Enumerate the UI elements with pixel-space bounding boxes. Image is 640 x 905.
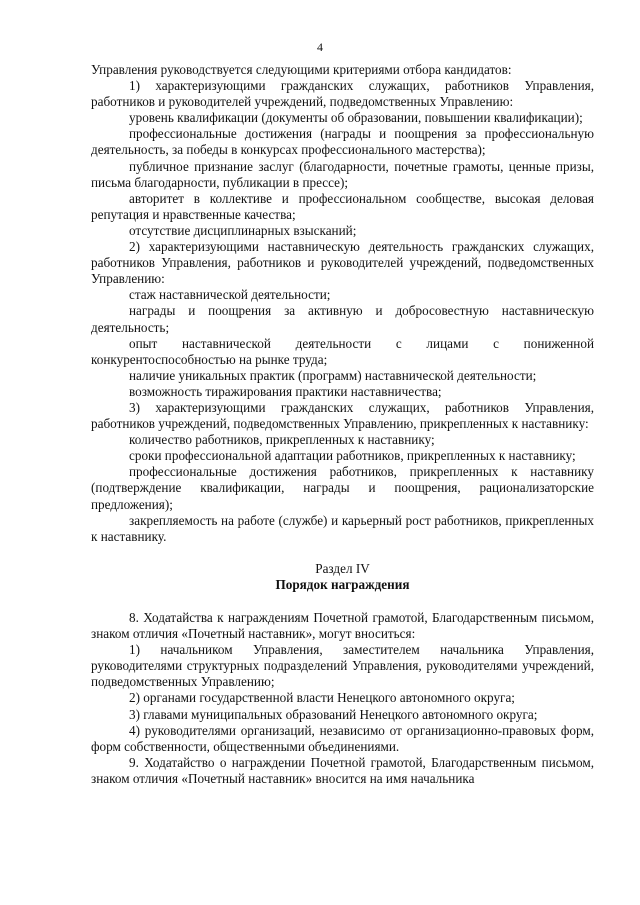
paragraph: профессиональные достижения работников, прикрепленных к наставнику (подтверждение квалификации, награды и поощрения, рационализаторские предложения);	[91, 464, 594, 512]
paragraph-intro: Управления руководствуется следующими критериями отбора кандидатов:	[91, 62, 512, 77]
paragraph: опыт наставнической деятельности с лицами с пониженной конкурентоспособностью на рынке труда;	[91, 335, 594, 367]
paragraph: 2) характеризующими наставническую деятельность гражданских служащих, работников Управления, работников и руководителей учреждений, подведомственных Управлению:	[91, 239, 594, 287]
paragraph: 9. Ходатайство о награждении Почетной грамотой, Благодарственным письмом, знаком отличия «Почетный наставник» вносится на имя начальника	[91, 754, 594, 786]
paragraph: количество работников, прикрепленных к наставнику;	[129, 432, 435, 448]
section-title: Порядок награждения	[275, 576, 410, 592]
paragraph: отсутствие дисциплинарных взысканий;	[129, 222, 357, 238]
paragraph: наличие уникальных практик (программ) наставнической деятельности;	[129, 367, 537, 383]
paragraph: 1) начальником Управления, заместителем начальника Управления, руководителями структурных подразделений Управления, руководителями учреждений, подведомственных Управлению;	[91, 642, 594, 690]
paragraph: авторитет в коллективе и профессиональном сообществе, высокая деловая репутация и нравственные качества;	[91, 190, 594, 222]
spacer	[91, 545, 594, 561]
document-body	[91, 62, 594, 787]
paragraph: 2) органами государственной власти Ненецкого автономного округа;	[129, 690, 515, 706]
paragraph: закрепляемость на работе (службе) и карьерный рост работников, прикрепленных к наставнику.	[91, 512, 594, 544]
page-number: 4	[317, 40, 323, 54]
paragraph: уровень квалификации (документы об образовании, повышении квалификации);	[129, 110, 583, 126]
paragraph: 1) характеризующими гражданских служащих, работников Управления, работников и руководителей учреждений, подведомственных Управлению:	[91, 78, 594, 110]
paragraph: 3) характеризующими гражданских служащих, работников Управления, работников учреждений, подведомственных Управлению, прикрепленных к наставнику:	[91, 399, 594, 432]
paragraph: 3) главами муниципальных образований Ненецкого автономного округа;	[129, 706, 538, 722]
section-label: Раздел IV	[315, 560, 370, 576]
paragraph: публичное признание заслуг (благодарности, почетные грамоты, ценные призы, письма благодарности, публикации в прессе);	[91, 158, 594, 190]
paragraph: возможность тиражирования практики наставничества;	[129, 383, 442, 399]
paragraph: сроки профессиональной адаптации работников, прикрепленных к наставнику;	[129, 448, 576, 464]
spacer	[91, 593, 594, 610]
paragraph: награды и поощрения за активную и добросовестную наставническую деятельность;	[91, 303, 594, 335]
paragraph: профессиональные достижения (награды и поощрения за профессиональную деятельность, за победы в конкурсах профессионального мастерства);	[91, 126, 594, 158]
paragraph: 8. Ходатайства к награждениям Почетной грамотой, Благодарственным письмом, знаком отличия «Почетный наставник», могут вноситься:	[91, 610, 594, 642]
paragraph: стаж наставнической деятельности;	[129, 287, 331, 303]
paragraph: 4) руководителями организаций, независимо от организационно-правовых форм, форм собственности, общественными объединениями.	[91, 722, 594, 754]
